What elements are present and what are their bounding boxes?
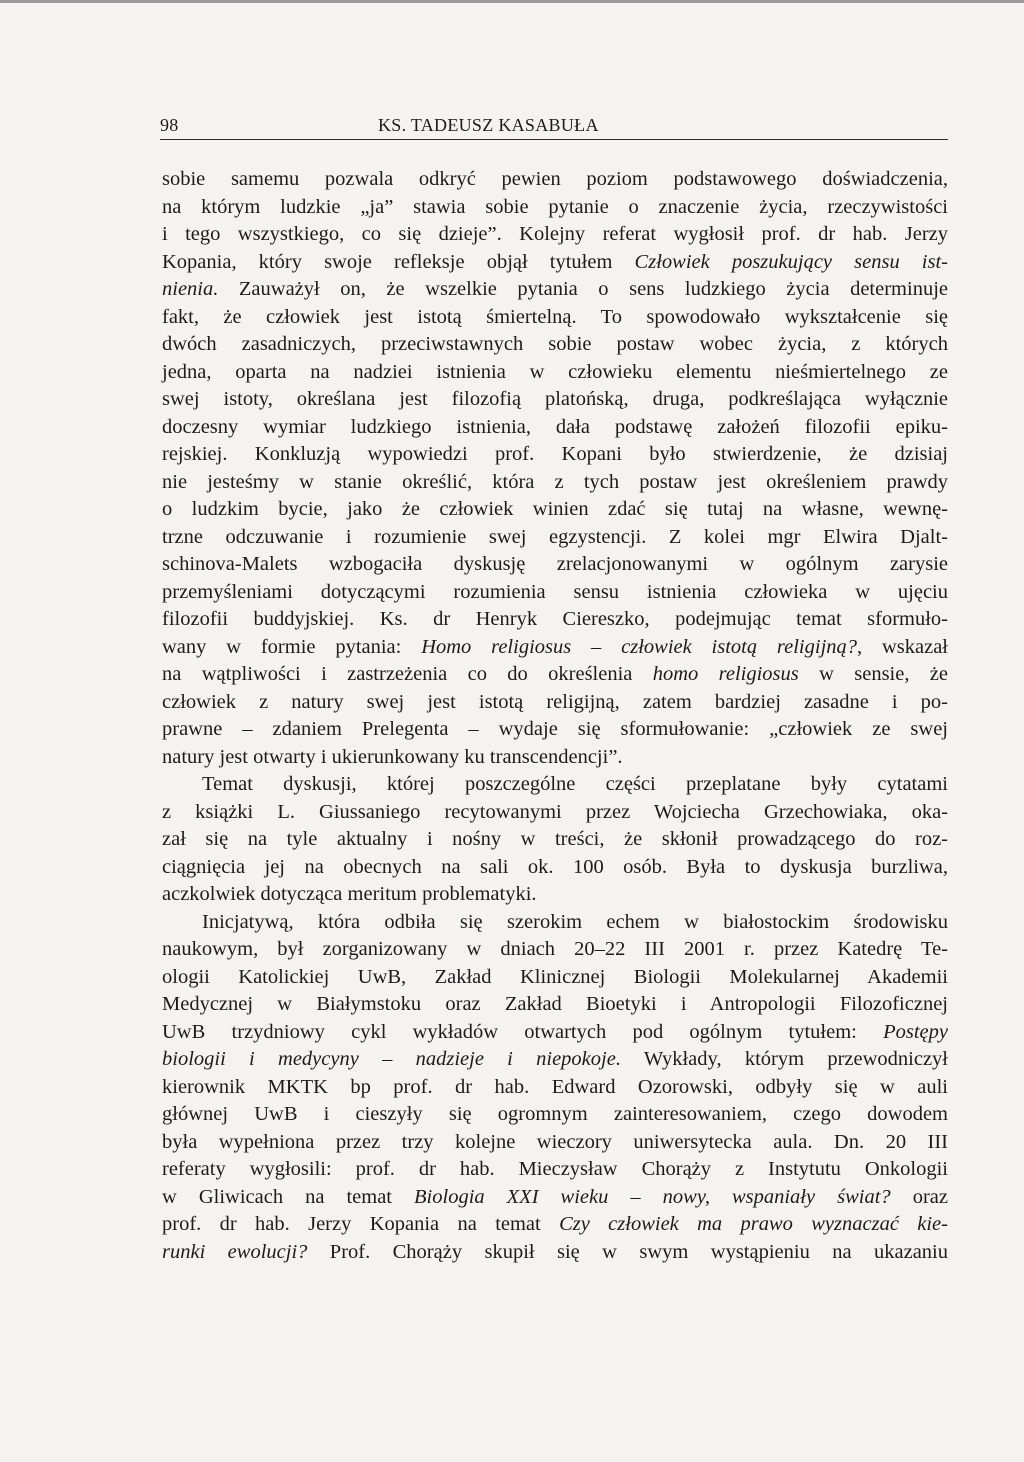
italic-title: Czy człowiek ma prawo wyznaczać kie- — [559, 1213, 948, 1235]
line-text: prawne – zdaniem Prelegenta – wydaje się sformułowanie: „człowiek ze swej — [162, 718, 948, 740]
text-line — [162, 991, 948, 1019]
line-text: naukowym, był zorganizowany w dniach 20–22 III 2001 r. przez Katedrę Te- — [162, 938, 948, 960]
line-text: w Gliwicach na temat — [162, 1185, 415, 1208]
text-line — [162, 1239, 948, 1267]
text-line — [162, 441, 948, 469]
line-text: wany w formie pytania: — [162, 635, 422, 658]
line-text: z książki L. Giussaniego recytowanymi przez Wojciecha Grzechowiaka, oka- — [162, 800, 948, 823]
line-text: Medycznej w Białymstoku oraz Zakład Bioetyki i Antropologii Filozoficznej — [162, 993, 948, 1015]
header-rule — [160, 139, 948, 140]
text-line — [162, 249, 948, 277]
line-text: jedna, oparta na nadziei istnienia w człowieku elementu nieśmiertelnego ze — [162, 360, 948, 383]
line-text: Zauważył on, że wszelkie pytania o sens ludzkiego życia determinuje — [218, 278, 948, 300]
text-line — [162, 221, 948, 249]
line-text: filozofii buddyjskiej. Ks. dr Henryk Ciereszko, podejmując temat sformuło- — [162, 608, 948, 630]
text-line — [162, 1129, 948, 1157]
line-text: nie jesteśmy w stanie określić, która z tych postaw jest określeniem prawdy — [162, 470, 948, 493]
line-text: aczkolwiek dotycząca meritum problematyki. — [162, 883, 537, 905]
text-line — [162, 1184, 948, 1212]
line-text: Wykłady, którym przewodniczył — [620, 1048, 948, 1070]
top-edge-rule — [0, 0, 1024, 3]
text-line — [162, 854, 948, 882]
text-line — [162, 496, 948, 524]
text-line — [162, 771, 948, 799]
line-text: natury jest otwarty i ukierunkowany ku transcendencji”. — [162, 745, 623, 768]
text-line — [162, 386, 948, 414]
text-line — [162, 331, 948, 359]
line-text: dwóch zasadniczych, przeciwstawnych sobie postaw wobec życia, z których — [162, 333, 948, 355]
text-line — [162, 359, 948, 387]
line-text: i tego wszystkiego, co się dzieje”. Kolejny referat wygłosił prof. dr hab. Jerzy — [162, 223, 948, 245]
text-line — [162, 304, 948, 332]
line-text: schinova-Malets wzbogaciła dyskusję zrelacjonowanymi w ogólnym zarysie — [162, 553, 948, 575]
text-line — [162, 1046, 948, 1074]
text-line — [162, 469, 948, 497]
text-line — [162, 881, 948, 909]
body-text — [162, 166, 948, 1266]
line-text: rejskiej. Konkluzją wypowiedzi prof. Kopani było stwierdzenie, że dzisiaj — [162, 443, 948, 465]
line-text: trzne odczuwanie i rozumienie swej egzystencji. Z kolei mgr Elwira Djalt- — [162, 525, 948, 548]
text-line — [162, 524, 948, 552]
text-line — [162, 716, 948, 744]
line-text: na wątpliwości i zastrzeżenia co do określenia — [162, 663, 653, 685]
line-text: sobie samemu pozwala odkryć pewien poziom podstawowego doświadczenia, — [162, 168, 948, 190]
text-line — [162, 661, 948, 689]
line-text: ologii Katolickiej UwB, Zakład Klinicznej Biologii Molekularnej Akademii — [162, 965, 948, 988]
text-line — [162, 689, 948, 717]
text-line — [162, 606, 948, 634]
running-head: KS. TADEUSZ KASABUŁA — [378, 115, 599, 135]
italic-title: biologii i medycyny – nadzieje i niepokoje. — [162, 1048, 621, 1070]
italic-title: Homo religiosus – człowiek istotą religijną? — [421, 635, 858, 658]
line-text: człowiek z natury swej jest istotą religijną, zatem bardziej zasadne i po- — [162, 690, 948, 713]
line-text: była wypełniona przez trzy kolejne wieczory uniwersytecka aula. Dn. 20 III — [162, 1130, 948, 1153]
text-line — [162, 1156, 948, 1184]
text-line — [162, 166, 948, 194]
line-text: doczesny wymiar ludzkiego istnienia, dała podstawę założeń filozofii epiku- — [162, 415, 948, 438]
text-line — [162, 744, 948, 772]
line-text: w sensie, że — [798, 663, 948, 685]
text-line — [162, 414, 948, 442]
line-text: ciągnięcia jej na obecnych na sali ok. 100 osób. Była to dyskusja burzliwa, — [162, 855, 948, 878]
line-text: Temat dyskusji, której poszczególne części przeplatane były cytatami — [202, 773, 948, 795]
text-line — [162, 551, 948, 579]
text-line — [162, 634, 948, 662]
line-text: o ludzkim bycie, jako że człowiek winien zdać się tutaj na własne, wewnę- — [162, 498, 948, 520]
text-line — [162, 1019, 948, 1047]
line-text: , wskazał — [857, 635, 948, 658]
text-line — [162, 909, 948, 937]
line-text: swej istoty, określana jest filozofią platońską, druga, podkreślająca wyłącznie — [162, 388, 948, 410]
page-header — [160, 112, 948, 138]
italic-title: Człowiek poszukujący sensu ist- — [634, 250, 948, 273]
text-line — [162, 1101, 948, 1129]
line-text: kierownik MKTK bp prof. dr hab. Edward Ozorowski, odbyły się w auli — [162, 1075, 948, 1098]
line-text: oraz — [890, 1185, 948, 1208]
text-line — [162, 276, 948, 304]
text-line — [162, 1211, 948, 1239]
line-text: głównej UwB i cieszyły się ogromnym zainteresowaniem, czego dowodem — [162, 1103, 948, 1125]
text-line — [162, 579, 948, 607]
line-text: prof. dr hab. Jerzy Kopania na temat — [162, 1213, 560, 1235]
line-text: na którym ludzkie „ja” stawia sobie pytanie o znaczenie życia, rzeczywistości — [162, 195, 948, 218]
page-number: 98 — [160, 115, 179, 135]
line-text: UwB trzydniowy cykl wykładów otwartych pod ogólnym tytułem: — [162, 1020, 884, 1043]
italic-title: homo religiosus — [652, 663, 799, 685]
line-text: przemyśleniami dotyczącymi rozumienia sensu istnienia człowieka w ujęciu — [162, 580, 948, 603]
line-text: fakt, że człowiek jest istotą śmiertelną. To spowodowało wykształcenie się — [162, 305, 948, 328]
text-line — [162, 194, 948, 222]
line-text: Kopania, który swoje refleksje objął tytułem — [162, 250, 635, 273]
line-text: zał się na tyle aktualny i nośny w treści, że skłonił prowadzącego do roz- — [162, 828, 948, 850]
text-line — [162, 1074, 948, 1102]
italic-title: runki ewolucji? — [162, 1240, 308, 1263]
italic-title: nienia. — [162, 278, 219, 300]
text-line — [162, 936, 948, 964]
line-text: Inicjatywą, która odbiła się szerokim echem w białostockim środowisku — [202, 910, 948, 933]
text-line — [162, 826, 948, 854]
line-text: Prof. Chorąży skupił się w swym wystąpieniu na ukazaniu — [307, 1240, 948, 1263]
text-line — [162, 964, 948, 992]
italic-title: Postępy — [883, 1020, 948, 1043]
italic-title: Biologia XXI wieku – nowy, wspaniały świat? — [414, 1185, 891, 1208]
text-line — [162, 799, 948, 827]
line-text: referaty wygłosili: prof. dr hab. Mieczysław Chorąży z Instytutu Onkologii — [162, 1158, 948, 1180]
